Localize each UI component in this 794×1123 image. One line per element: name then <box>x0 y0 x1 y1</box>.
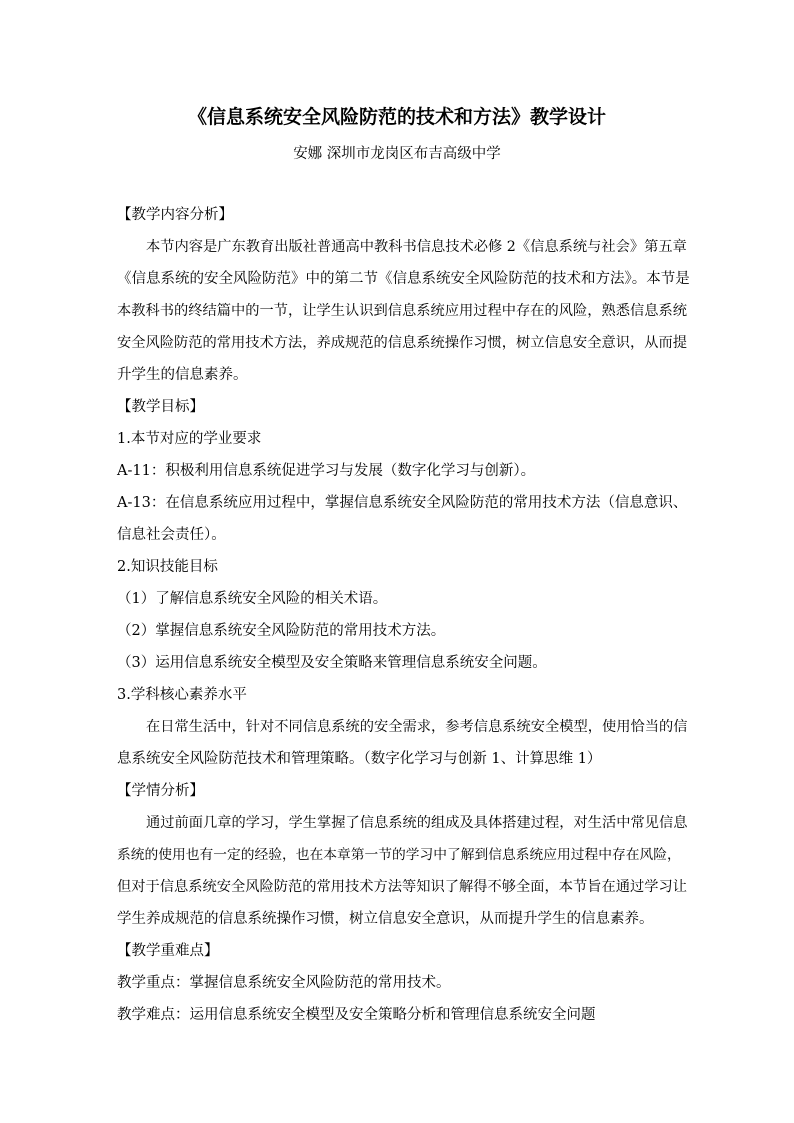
document-title: 《信息系统安全风险防范的技术和方法》教学设计 <box>187 106 606 128</box>
skill-item-1: （1）了解信息系统安全风险的相关术语。 <box>117 591 388 607</box>
skill-item-3: （3）运用信息系统安全模型及安全策略来管理信息系统安全问题。 <box>117 655 547 671</box>
core-literacy-line2: 息系统安全风险防范技术和管理策略。（数字化学习与创新 1、计算思维 1） <box>117 751 602 767</box>
requirement-a11: A-11：积极利用信息系统促进学习与发展（数字化学习与创新）。 <box>117 463 536 479</box>
difficult-point: 教学难点：运用信息系统安全模型及安全策略分析和管理信息系统安全问题 <box>117 1007 596 1023</box>
paragraph-line: 通过前面几章的学习，学生掌握了信息系统的组成及具体搭建过程，对生活中常见信息 <box>146 815 688 831</box>
paragraph-line: 学生养成规范的信息系统操作习惯，树立信息安全意识，从而提升学生的信息素养。 <box>117 911 654 927</box>
author-line: 安娜 深圳市龙岗区布吉高级中学 <box>293 146 501 162</box>
subheading-academic-requirements: 1.本节对应的学业要求 <box>117 431 262 447</box>
skill-item-2: （2）掌握信息系统安全风险防范的常用技术方法。 <box>117 623 446 639</box>
requirement-a13-line2: 信息社会责任）。 <box>117 527 226 543</box>
section-heading-key-points: 【教学重难点】 <box>117 943 219 959</box>
paragraph-line: 升学生的信息素养。 <box>117 367 248 383</box>
section-heading-objectives: 【教学目标】 <box>117 399 204 415</box>
paragraph-line: 本节内容是广东教育出版社普通高中教科书信息技术必修 2《信息系统与社会》第五章 <box>146 239 687 255</box>
requirement-a13-line1: A-13：在信息系统应用过程中，掌握信息系统安全风险防范的常用技术方法（信息意识、 <box>117 495 688 511</box>
key-point: 教学重点：掌握信息系统安全风险防范的常用技术。 <box>117 975 451 991</box>
paragraph-line: 本教科书的终结篇中的一节，让学生认识到信息系统应用过程中存在的风险，熟悉信息系统 <box>117 303 688 319</box>
core-literacy-line1: 在日常生活中，针对不同信息系统的安全需求，参考信息系统安全模型，使用恰当的信 <box>146 719 688 735</box>
subheading-core-literacy: 3.学科核心素养水平 <box>117 687 247 703</box>
section-heading-learner-analysis: 【学情分析】 <box>117 783 204 799</box>
paragraph-line: 系统的使用也有一定的经验，也在本章第一节的学习中了解到信息系统应用过程中存在风险， <box>117 847 681 863</box>
paragraph-line: 但对于信息系统安全风险防范的常用技术方法等知识了解得不够全面，本节旨在通过学习让 <box>117 879 688 895</box>
subheading-skill-objectives: 2.知识技能目标 <box>117 559 218 575</box>
paragraph-line: 《信息系统的安全风险防范》中的第二节《信息系统安全风险防范的技术和方法》。本节是 <box>117 271 690 287</box>
section-heading-content-analysis: 【教学内容分析】 <box>117 207 233 223</box>
paragraph-line: 安全风险防范的常用技术方法，养成规范的信息系统操作习惯，树立信息安全意识，从而提 <box>117 335 688 351</box>
